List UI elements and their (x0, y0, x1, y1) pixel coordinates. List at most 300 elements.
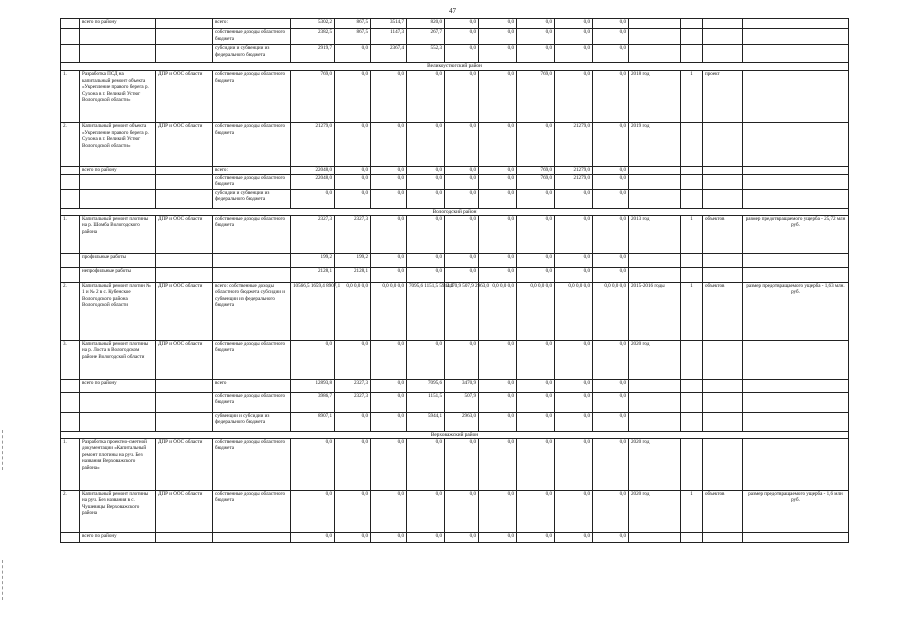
cell-row-number (61, 253, 80, 267)
cell-year-2015: 0,0 (371, 379, 407, 392)
cell-quantity (681, 29, 703, 45)
district-name: Верховажский район (61, 431, 849, 438)
cell-year-2018: 0,0 (479, 532, 517, 542)
cell-unit (703, 167, 743, 175)
cell-year-2018: 0,0 (479, 19, 517, 29)
cell-year-2015: 0,0 (371, 174, 407, 189)
cell-funding-source: собственные доходы областного бюджета (213, 123, 291, 167)
cell-year-2020: 0,0 (555, 379, 593, 392)
table-row (61, 253, 849, 267)
cell-unit: объектов (703, 490, 743, 532)
district-name: Великоустюгский район (61, 63, 849, 71)
cell-year-2019: 0,0 (517, 267, 555, 282)
cell-row-number (61, 392, 80, 412)
cell-row-number (61, 19, 80, 29)
cell-year-2020: 0,0 (555, 189, 593, 208)
cell-year-2021: 0,0 (593, 379, 629, 392)
cell-row-number: 2. (61, 123, 80, 167)
cell-total: 2327,3 (291, 215, 335, 253)
cell-year-2014: 0,0 (335, 174, 371, 189)
cell-object-name (80, 189, 156, 208)
cell-year-2017: 0,0 (445, 267, 479, 282)
cell-year-2020: 0,0 (555, 29, 593, 45)
cell-year-2018: 0,0 (479, 71, 517, 123)
cell-year-2018: 0,0 (479, 45, 517, 63)
cell-year-2016: 0,0 (407, 174, 445, 189)
cell-object-name (80, 45, 156, 63)
cell-result (743, 29, 849, 45)
cell-year-2019: 0,0 0,0 0,0 (517, 282, 555, 340)
cell-total: 2128,1 (291, 267, 335, 282)
cell-funding-source: всего: собственные доходы областного бюджета субсидии и субвенции из федерального бюджета (213, 282, 291, 340)
cell-row-number (61, 29, 80, 45)
cell-result (743, 392, 849, 412)
cell-deadline: 2018 год (629, 71, 681, 123)
cell-funding-source: всего (213, 379, 291, 392)
cell-year-2019: 769,0 (517, 174, 555, 189)
cell-object-name: всего по району (80, 19, 156, 29)
cell-row-number: 2. (61, 282, 80, 340)
cell-result: размер предотвращаемого ущерба - 25,72 млн руб. (743, 215, 849, 253)
cell-year-2017: 0,0 (445, 174, 479, 189)
district-name: Вологодский район (61, 208, 849, 215)
cell-year-2015: 0,0 (371, 438, 407, 490)
cell-year-2019: 0,0 (517, 490, 555, 532)
cell-year-2020: 0,0 (555, 412, 593, 431)
cell-year-2021: 0,0 (593, 167, 629, 175)
cell-year-2016: 0,0 (407, 490, 445, 532)
cell-executor (156, 267, 213, 282)
cell-year-2021: 0,0 (593, 123, 629, 167)
cell-deadline (629, 392, 681, 412)
cell-year-2019: 0,0 (517, 215, 555, 253)
cell-year-2020: 0,0 (555, 215, 593, 253)
cell-year-2014: 867,5 (335, 29, 371, 45)
cell-object-name: непрофильные работы (80, 267, 156, 282)
cell-deadline: 2020 год (629, 340, 681, 379)
scan-edge-mark (2, 430, 5, 470)
cell-quantity (681, 167, 703, 175)
cell-year-2021: 0,0 (593, 392, 629, 412)
cell-deadline: 2015-2016 годы (629, 282, 681, 340)
cell-year-2014: 2128,1 (335, 267, 371, 282)
cell-object-name (80, 392, 156, 412)
cell-quantity (681, 267, 703, 282)
cell-year-2017: 0,0 (445, 490, 479, 532)
cell-object-name: Капитальный ремонт плотин № 1 и № 2 в с. Кубенское Вологодского района Вологодской области (80, 282, 156, 340)
cell-year-2021: 0,0 (593, 438, 629, 490)
cell-year-2016: 0,0 (407, 123, 445, 167)
cell-total: 8907,1 (291, 412, 335, 431)
cell-result: размер предотвращаемого ущерба - 1,63 млн. руб. (743, 282, 849, 340)
cell-year-2015: 0,0 (371, 71, 407, 123)
cell-executor: ДПР и ООС области (156, 71, 213, 123)
cell-year-2018: 0,0 (479, 167, 517, 175)
cell-row-number (61, 412, 80, 431)
cell-deadline: 2019 год (629, 123, 681, 167)
cell-deadline: 2020 год (629, 438, 681, 490)
table-row (61, 490, 849, 532)
cell-year-2017: 3470,9 507,9 2963,0 (445, 282, 479, 340)
cell-year-2018: 0,0 (479, 189, 517, 208)
cell-year-2021: 0,0 (593, 174, 629, 189)
cell-funding-source (213, 253, 291, 267)
table-row (61, 438, 849, 490)
cell-year-2017: 0,0 (445, 123, 479, 167)
cell-unit (703, 189, 743, 208)
cell-year-2015: 0,0 (371, 490, 407, 532)
cell-unit (703, 253, 743, 267)
cell-total: 0,0 (291, 490, 335, 532)
cell-year-2020: 0,0 (555, 267, 593, 282)
cell-total: 10566,5 1659,4 8907,1 (291, 282, 335, 340)
cell-object-name: всего по району (80, 167, 156, 175)
scan-edge-mark (2, 560, 5, 600)
cell-year-2016: 1151,5 (407, 392, 445, 412)
cell-total: 0,0 (291, 438, 335, 490)
cell-row-number (61, 189, 80, 208)
cell-year-2015: 0,0 (371, 215, 407, 253)
cell-unit (703, 379, 743, 392)
cell-row-number (61, 174, 80, 189)
cell-funding-source: всего: (213, 167, 291, 175)
cell-total: 0,0 (291, 340, 335, 379)
cell-year-2015: 0,0 (371, 412, 407, 431)
cell-executor: ДПР и ООС области (156, 215, 213, 253)
cell-executor (156, 29, 213, 45)
table-row (61, 412, 849, 431)
cell-year-2017: 0,0 (445, 29, 479, 45)
cell-year-2018: 0,0 (479, 392, 517, 412)
cell-row-number: 2. (61, 490, 80, 532)
cell-year-2017: 0,0 (445, 19, 479, 29)
table-row (61, 189, 849, 208)
cell-year-2017: 0,0 (445, 71, 479, 123)
cell-funding-source: собственные доходы областного бюджета (213, 174, 291, 189)
cell-result (743, 71, 849, 123)
cell-deadline (629, 379, 681, 392)
cell-year-2019: 0,0 (517, 379, 555, 392)
cell-year-2015: 3514,7 (371, 19, 407, 29)
cell-executor (156, 532, 213, 542)
cell-year-2020: 0,0 0,0 0,0 (555, 282, 593, 340)
cell-year-2016: 0,0 (407, 532, 445, 542)
cell-deadline: 2020 год (629, 490, 681, 532)
cell-row-number: 1. (61, 438, 80, 490)
cell-result (743, 438, 849, 490)
cell-result (743, 412, 849, 431)
cell-total: 21279,0 (291, 123, 335, 167)
cell-row-number (61, 267, 80, 282)
cell-object-name: всего по району (80, 532, 156, 542)
cell-executor (156, 45, 213, 63)
cell-quantity: 1 (681, 71, 703, 123)
cell-year-2020: 21279,0 (555, 123, 593, 167)
cell-year-2019: 0,0 (517, 392, 555, 412)
cell-total: 5302,2 (291, 19, 335, 29)
cell-quantity (681, 379, 703, 392)
district-header-row (61, 431, 849, 438)
cell-funding-source: собственные доходы областного бюджета (213, 215, 291, 253)
cell-object-name: профильные работы (80, 253, 156, 267)
cell-quantity: 1 (681, 282, 703, 340)
table-row (61, 29, 849, 45)
cell-quantity (681, 174, 703, 189)
cell-result (743, 532, 849, 542)
table-row (61, 123, 849, 167)
cell-object-name: всего по району (80, 379, 156, 392)
cell-funding-source: субсидии и субвенции из федерального бюджета (213, 189, 291, 208)
cell-year-2016: 0,0 (407, 253, 445, 267)
cell-year-2014: 0,0 (335, 71, 371, 123)
cell-quantity: 1 (681, 215, 703, 253)
cell-object-name: Капитальный ремонт плотины на руч. Без названия в с. Чушевицы Верховажского района (80, 490, 156, 532)
cell-year-2019: 769,0 (517, 167, 555, 175)
cell-year-2019: 0,0 (517, 189, 555, 208)
cell-funding-source: собственные доходы областного бюджета (213, 438, 291, 490)
table-row (61, 167, 849, 175)
cell-year-2020: 0,0 (555, 71, 593, 123)
table-row (61, 19, 849, 29)
cell-funding-source: собственные доходы областного бюджета (213, 490, 291, 532)
cell-row-number: 3. (61, 340, 80, 379)
cell-unit (703, 438, 743, 490)
cell-result (743, 19, 849, 29)
cell-year-2014: 0,0 (335, 412, 371, 431)
cell-year-2021: 0,0 (593, 490, 629, 532)
cell-object-name: Разработка проектно-сметной документации «Капитальный ремонт плотины на руч. Без названия Верховажского района» (80, 438, 156, 490)
cell-quantity (681, 253, 703, 267)
cell-year-2014: 2327,3 (335, 215, 371, 253)
cell-year-2016: 552,3 (407, 45, 445, 63)
cell-unit (703, 29, 743, 45)
cell-deadline: 2013 год (629, 215, 681, 253)
cell-year-2015: 0,0 0,0 0,0 (371, 282, 407, 340)
cell-year-2015: 0,0 (371, 189, 407, 208)
cell-year-2017: 0,0 (445, 167, 479, 175)
cell-executor: ДПР и ООС области (156, 123, 213, 167)
cell-deadline (629, 174, 681, 189)
cell-year-2021: 0,0 (593, 189, 629, 208)
cell-year-2018: 0,0 0,0 0,0 (479, 282, 517, 340)
cell-year-2018: 0,0 (479, 379, 517, 392)
cell-executor: ДПР и ООС области (156, 490, 213, 532)
cell-year-2019: 0,0 (517, 340, 555, 379)
cell-year-2019: 0,0 (517, 45, 555, 63)
cell-year-2019: 769,0 (517, 71, 555, 123)
cell-funding-source: субвенции и субсидии из федерального бюджета (213, 412, 291, 431)
cell-year-2015: 0,0 (371, 253, 407, 267)
cell-year-2018: 0,0 (479, 412, 517, 431)
cell-quantity (681, 19, 703, 29)
cell-year-2021: 0,0 0,0 0,0 (593, 282, 629, 340)
table-row (61, 532, 849, 542)
district-header-row (61, 208, 849, 215)
cell-object-name: Капитальный ремонт плотины на р. Шомба Вологодского района (80, 215, 156, 253)
cell-year-2021: 0,0 (593, 267, 629, 282)
cell-executor (156, 167, 213, 175)
cell-year-2021: 0,0 (593, 253, 629, 267)
page-number: 47 (449, 7, 456, 15)
cell-year-2015: 0,0 (371, 392, 407, 412)
cell-quantity (681, 412, 703, 431)
cell-row-number (61, 45, 80, 63)
cell-executor (156, 392, 213, 412)
table-row (61, 174, 849, 189)
cell-unit (703, 532, 743, 542)
cell-year-2016: 5944,1 (407, 412, 445, 431)
cell-funding-source: всего: (213, 19, 291, 29)
cell-result (743, 189, 849, 208)
cell-year-2017: 0,0 (445, 438, 479, 490)
cell-year-2014: 0,0 (335, 123, 371, 167)
cell-funding-source: собственные доходы областного бюджета (213, 340, 291, 379)
cell-year-2017: 3470,9 (445, 379, 479, 392)
cell-year-2018: 0,0 (479, 215, 517, 253)
cell-deadline (629, 19, 681, 29)
cell-year-2018: 0,0 (479, 438, 517, 490)
cell-total: 2919,7 (291, 45, 335, 63)
cell-deadline (629, 532, 681, 542)
cell-year-2019: 0,0 (517, 412, 555, 431)
cell-year-2016: 0,0 (407, 438, 445, 490)
cell-quantity (681, 45, 703, 63)
cell-year-2015: 0,0 (371, 123, 407, 167)
cell-total: 0,0 (291, 189, 335, 208)
cell-year-2014: 0,0 0,0 0,0 (335, 282, 371, 340)
cell-object-name: Капитальный ремонт плотины на р. Лоста в Вологодском районе Вологодской области (80, 340, 156, 379)
cell-funding-source (213, 532, 291, 542)
cell-unit (703, 412, 743, 431)
cell-year-2014: 867,5 (335, 19, 371, 29)
cell-year-2014: 199,2 (335, 253, 371, 267)
cell-executor: ДПР и ООС области (156, 340, 213, 379)
cell-year-2021: 0,0 (593, 29, 629, 45)
cell-year-2021: 0,0 (593, 71, 629, 123)
cell-result (743, 340, 849, 379)
cell-unit: проект (703, 71, 743, 123)
cell-year-2020: 0,0 (555, 19, 593, 29)
cell-result (743, 174, 849, 189)
cell-year-2016: 7095,6 1151,5 5944,1 (407, 282, 445, 340)
cell-quantity: 1 (681, 490, 703, 532)
cell-executor (156, 189, 213, 208)
cell-year-2021: 0,0 (593, 340, 629, 379)
cell-year-2019: 0,0 (517, 19, 555, 29)
cell-year-2016: 7095,6 (407, 379, 445, 392)
cell-executor: ДПР и ООС области (156, 438, 213, 490)
cell-total: 22048,0 (291, 167, 335, 175)
cell-year-2016: 0,0 (407, 215, 445, 253)
cell-row-number (61, 379, 80, 392)
cell-year-2015: 0,0 (371, 532, 407, 542)
cell-year-2014: 0,0 (335, 167, 371, 175)
cell-executor: ДПР и ООС области (156, 282, 213, 340)
cell-year-2018: 0,0 (479, 340, 517, 379)
table-row (61, 267, 849, 282)
cell-year-2017: 0,0 (445, 532, 479, 542)
cell-year-2017: 0,0 (445, 189, 479, 208)
table-row (61, 379, 849, 392)
cell-row-number (61, 167, 80, 175)
cell-executor (156, 412, 213, 431)
cell-row-number: 1. (61, 71, 80, 123)
cell-year-2021: 0,0 (593, 45, 629, 63)
cell-deadline (629, 189, 681, 208)
cell-quantity (681, 438, 703, 490)
cell-year-2020: 0,0 (555, 438, 593, 490)
cell-quantity (681, 532, 703, 542)
cell-year-2017: 0,0 (445, 45, 479, 63)
cell-year-2017: 0,0 (445, 215, 479, 253)
cell-year-2021: 0,0 (593, 215, 629, 253)
cell-year-2015: 2367,4 (371, 45, 407, 63)
funding-table (60, 18, 849, 543)
cell-year-2014: 2327,3 (335, 379, 371, 392)
cell-deadline (629, 167, 681, 175)
cell-unit (703, 267, 743, 282)
cell-total: 769,0 (291, 71, 335, 123)
cell-year-2014: 0,0 (335, 340, 371, 379)
cell-object-name (80, 29, 156, 45)
cell-deadline (629, 253, 681, 267)
cell-unit (703, 45, 743, 63)
cell-year-2019: 0,0 (517, 532, 555, 542)
cell-unit: объектов (703, 282, 743, 340)
cell-year-2020: 21279,0 (555, 174, 593, 189)
cell-result (743, 167, 849, 175)
cell-year-2017: 0,0 (445, 253, 479, 267)
cell-year-2016: 0,0 (407, 267, 445, 282)
cell-year-2016: 267,7 (407, 29, 445, 45)
cell-total: 22048,0 (291, 174, 335, 189)
cell-deadline (629, 45, 681, 63)
table-row (61, 282, 849, 340)
cell-year-2015: 0,0 (371, 167, 407, 175)
cell-executor (156, 174, 213, 189)
cell-funding-source (213, 267, 291, 282)
cell-result (743, 253, 849, 267)
cell-total: 0,0 (291, 532, 335, 542)
cell-year-2020: 0,0 (555, 45, 593, 63)
cell-year-2016: 0,0 (407, 71, 445, 123)
cell-year-2014: 0,0 (335, 45, 371, 63)
cell-object-name (80, 174, 156, 189)
cell-object-name: Разработка ПСД на капитальный ремонт объекта «Укрепление правого берега р. Сухона в г. Великий Устюг Вологодской области» (80, 71, 156, 123)
cell-year-2020: 0,0 (555, 490, 593, 532)
cell-year-2019: 0,0 (517, 123, 555, 167)
cell-year-2020: 0,0 (555, 253, 593, 267)
cell-year-2020: 0,0 (555, 340, 593, 379)
cell-executor (156, 19, 213, 29)
cell-year-2019: 0,0 (517, 253, 555, 267)
cell-total: 199,2 (291, 253, 335, 267)
cell-year-2017: 507,9 (445, 392, 479, 412)
cell-result (743, 123, 849, 167)
table-row (61, 71, 849, 123)
cell-total: 2382,5 (291, 29, 335, 45)
cell-year-2018: 0,0 (479, 123, 517, 167)
table-row (61, 340, 849, 379)
cell-year-2018: 0,0 (479, 267, 517, 282)
cell-deadline (629, 29, 681, 45)
cell-object-name (80, 412, 156, 431)
cell-funding-source: собственные доходы областного бюджета (213, 71, 291, 123)
cell-unit (703, 174, 743, 189)
cell-year-2020: 0,0 (555, 392, 593, 412)
table-row (61, 45, 849, 63)
cell-row-number: 1. (61, 215, 80, 253)
